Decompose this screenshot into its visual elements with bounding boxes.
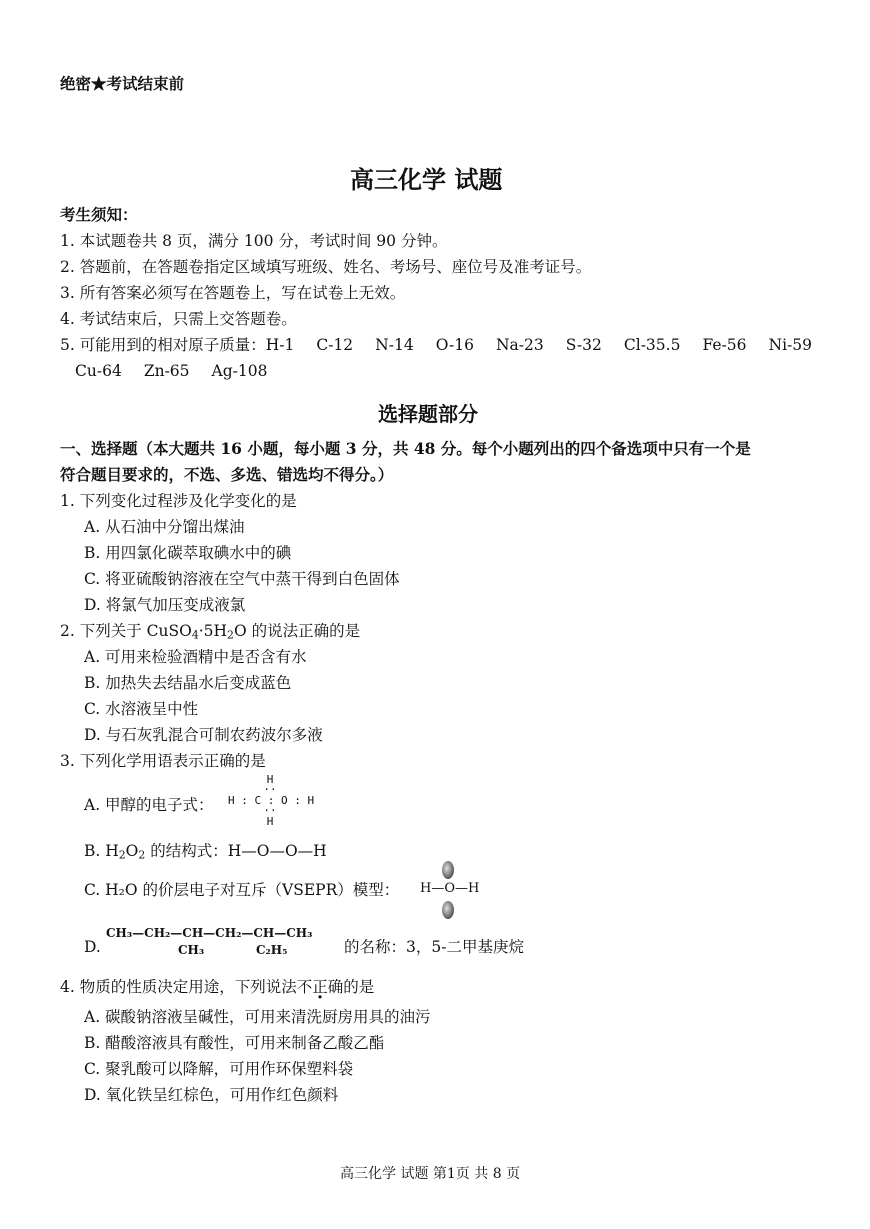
notice-heading: 考生须知：	[60, 205, 138, 224]
q2-sub: 2	[227, 628, 234, 642]
q2-stem-mid: ·5H	[198, 622, 228, 640]
q2-sub: 4	[191, 628, 199, 642]
atomic-mass: C-12	[316, 336, 354, 354]
section-title: 选择题部分	[378, 402, 478, 426]
ed-top-h: H	[266, 773, 274, 786]
notice-item: 4. 考试结束后，只需上交答题卷。	[60, 310, 297, 328]
question-1-option-d: D. 将氯气加压变成液氯	[84, 596, 246, 614]
question-3-option-c: C. H₂O 的价层电子对互斥（VSEPR）模型：	[84, 881, 400, 899]
heptane-substituent-methyl: CH₃	[178, 943, 205, 957]
part-instruction-line2: 符合题目要求的，不选、多选、错选均不得分。）	[60, 465, 394, 484]
atomic-mass-prefix: 5. 可能用到的相对原子质量：	[60, 336, 266, 354]
question-4-stem	[60, 977, 374, 997]
q2-stem-prefix: 2. 下列关于 CuSO	[60, 622, 192, 640]
question-3-option-d-name: 的名称：3，5-二甲基庚烷	[344, 938, 524, 956]
question-2-option-b: B. 加热失去结晶水后变成蓝色	[84, 674, 292, 692]
q4-stem-suffix: 的是	[343, 978, 375, 996]
question-3-option-b	[84, 841, 327, 866]
atomic-mass: Cl-35.5	[623, 336, 681, 354]
vsepr-label: H—O—H	[420, 881, 480, 896]
ed-bottom-h: H	[266, 815, 274, 828]
question-1-stem: 1. 下列变化过程涉及化学变化的是	[60, 492, 297, 510]
atomic-mass: Ag-108	[211, 362, 268, 380]
question-2-stem	[60, 621, 360, 646]
atomic-mass: Ni-59	[768, 336, 812, 354]
q3b-sub: 2	[138, 848, 146, 862]
ed-dots: ··	[263, 804, 277, 817]
page-title: 高三化学 试题	[350, 165, 503, 194]
notice-item: 3. 所有答案必须写在答题卷上，写在试卷上无效。	[60, 284, 406, 302]
atomic-mass: N-14	[375, 336, 414, 354]
atomic-masses-line1	[60, 335, 812, 355]
q4-stem-prefix: 4. 物质的性质决定用途，下列说法	[60, 978, 297, 996]
question-2-option-c: C. 水溶液呈中性	[84, 700, 199, 718]
question-2-option-d: D. 与石灰乳混合可制农药波尔多液	[84, 726, 323, 744]
heptane-chain: CH₃—CH₂—CH—CH₂—CH—CH₃	[106, 926, 313, 940]
question-2-option-a: A. 可用来检验酒精中是否含有水	[84, 648, 307, 666]
heptane-substituent-ethyl: C₂H₅	[256, 943, 288, 957]
question-1-option-b: B. 用四氯化碳萃取碘水中的碘	[84, 544, 292, 562]
atomic-mass: H-1	[265, 336, 295, 354]
page-footer: 高三化学 试题 第1页 共 8 页	[340, 1166, 521, 1182]
ed-dots: ··	[263, 783, 277, 796]
question-1-option-c: C. 将亚硫酸钠溶液在空气中蒸干得到白色固体	[84, 570, 400, 588]
atomic-mass: S-32	[565, 336, 602, 354]
question-3-option-d-label: D.	[84, 938, 101, 956]
atomic-mass: Na-23	[495, 336, 544, 354]
q3b-mid: O	[125, 842, 139, 860]
question-4-option-d: D. 氧化铁呈红棕色，可用作红色颜料	[84, 1086, 339, 1104]
notice-item: 1. 本试题卷共 8 页，满分 100 分，考试时间 90 分钟。	[60, 232, 448, 250]
q4-emphasis: 不正确	[296, 978, 344, 996]
atomic-mass: Zn-65	[143, 362, 190, 380]
notice-item: 2. 答题前，在答题卷指定区域填写班级、姓名、考场号、座位号及准考证号。	[60, 258, 592, 276]
question-4-option-b: B. 醋酸溶液具有酸性，可用来制备乙酸乙酯	[84, 1034, 385, 1052]
q3b-prefix: B. H	[84, 842, 119, 860]
atomic-masses-line2	[75, 361, 289, 381]
q2-stem-suffix: O 的说法正确的是	[233, 622, 361, 640]
q3b-sub: 2	[118, 848, 126, 862]
question-3-stem: 3. 下列化学用语表示正确的是	[60, 752, 266, 770]
question-4-option-c: C. 聚乳酸可以降解，可用作环保塑料袋	[84, 1060, 354, 1078]
part-instruction-line1: 一、选择题（本大题共 16 小题，每小题 3 分，共 48 分。每个小题列出的四个备选项中只有一个是	[60, 439, 751, 458]
vsepr-model	[418, 860, 478, 920]
ed-middle: H : C : O : H	[228, 794, 315, 807]
atomic-mass: Cu-64	[75, 362, 122, 380]
q3b-suffix: 的结构式：H—O—O—H	[145, 842, 327, 860]
atomic-mass: O-16	[435, 336, 474, 354]
question-4-option-a: A. 碳酸钠溶液呈碱性，可用来清洗厨房用具的油污	[84, 1008, 431, 1026]
heptane-structure	[106, 926, 313, 957]
question-1-option-a: A. 从石油中分馏出煤油	[84, 518, 245, 536]
atomic-mass: Fe-56	[702, 336, 747, 354]
secrecy-label: 绝密★考试结束前	[60, 74, 185, 93]
methanol-electron-formula	[228, 773, 315, 828]
question-3-option-a: A. 甲醇的电子式：	[84, 796, 214, 814]
